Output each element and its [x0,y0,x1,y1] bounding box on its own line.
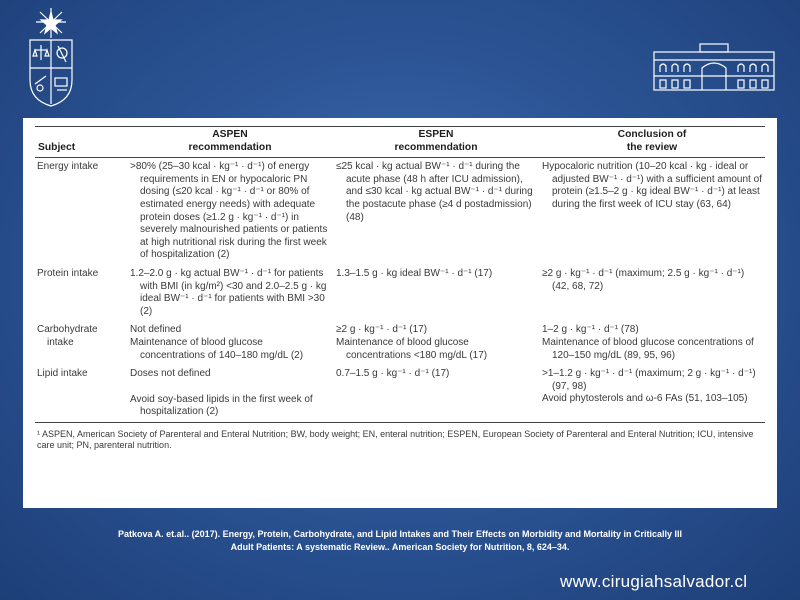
energy-espen-text: ≤25 kcal · kg actual BW⁻¹ · d⁻¹ during the acute phase (48 h after ICU admission), and ≤30 kcal · kg actual BW⁻¹ · d⁻¹ during the postacute phase (≥4 d postadmission) (48) [336,161,533,223]
protein-espen [333,265,539,321]
lipid-subject: Lipid intake [37,368,88,380]
lipid-aspen-b: Avoid soy-based lipids in the first week of hospitalization (2) [130,393,313,418]
energy-aspen [127,158,333,265]
protein-conclusion [539,265,765,321]
header-espen-line2: recommendation [394,141,478,153]
table-footnote: ¹ ASPEN, American Society of Parenteral and Enteral Nutrition; BW, body weight; EN, enteral nutrition; ESPEN, European Society of Parenteral and Enteral Nutrition; ICU, intensive care unit; PN, parenteral nutrition. [37,428,754,450]
carbohydrate-conclusion-a: 1–2 g · kg⁻¹ · d⁻¹ (78) [542,324,639,336]
table-row-carbohydrate [35,321,765,365]
table-row-lipid [35,365,765,422]
carbohydrate-aspen-b: Maintenance of blood glucose concentrations of 140–180 mg/dL (2) [130,336,304,361]
header-espen-line1: ESPEN [418,129,454,140]
energy-espen [333,158,539,265]
protein-aspen [127,265,333,321]
carbohydrate-subject [35,321,127,365]
header-aspen [127,127,333,158]
energy-conclusion-text: Hypocaloric nutrition (10–20 kcal · kg · ideal or adjusted BW⁻¹ · d⁻¹) with a sufficient amount of protein (≥1.5–2 g · kg ideal BW⁻¹ · d⁻¹) at least during the first week of ICU stay (63, 64) [542,161,762,210]
citation-line1: Patkova A. et.al.. (2017). Energy, Protein, Carbohydrate, and Lipid Intakes and Their Effects on Morbidity and Mortality in Critically Ill [117,529,683,539]
energy-aspen-text: >80% (25–30 kcal · kg⁻¹ · d⁻¹) of energy requirements in EN or hypocaloric PN dosing (≤20 kcal · kg⁻¹ · d⁻¹ or 80% of estimated energy needs) with adequate protein doses (≥1.2 g · kg⁻¹ · d⁻¹) in severely malnourished patients or patients at high nutritional risk during the first week of hospitalization (2) [130,161,328,261]
lipid-aspen [127,365,333,422]
citation-caption [70,528,730,554]
lipid-conclusion-a: >1–1.2 g · kg⁻¹ · d⁻¹ (maximum; 2 g · kg⁻¹ · d⁻¹) (97, 98) [542,368,756,392]
carbohydrate-conclusion [539,321,765,365]
header-conclusion-line2: the review [626,141,678,153]
lipid-conclusion [539,365,765,422]
lipid-espen [333,365,539,422]
hospital-building-icon [652,42,776,92]
header-conclusion-line1: Conclusion of [617,129,687,140]
header-conclusion [539,127,765,158]
energy-subject: Energy intake [37,161,99,173]
table-row-energy [35,158,765,265]
website-url: www.cirugiahsalvador.cl [560,572,748,591]
lipid-aspen-a: Doses not defined [130,368,211,380]
carbohydrate-espen-a: ≥2 g · kg⁻¹ · d⁻¹ (17) [336,324,428,336]
energy-conclusion [539,158,765,265]
table-row-protein [35,265,765,321]
carbohydrate-aspen-a: Not defined [130,324,182,336]
protein-espen-text: 1.3–1.5 g · kg ideal BW⁻¹ · d⁻¹ (17) [336,267,493,279]
table-header-row [35,127,765,158]
carbohydrate-espen [333,321,539,365]
protein-conclusion-text: ≥2 g · kg⁻¹ · d⁻¹ (maximum; 2.5 g · kg⁻¹ · d⁻¹) (42, 68, 72) [542,267,745,292]
carbohydrate-subject-text: Carbohydrate intake [37,324,98,348]
nutrition-table-card [23,118,777,508]
university-crest-icon [22,8,80,108]
header-espen [333,127,539,158]
carbohydrate-aspen [127,321,333,365]
lipid-conclusion-b: Avoid phytosterols and ω-6 FAs (51, 103–105) [542,393,748,405]
citation-line2: Adult Patients: A systematic Review.. American Society for Nutrition, 8, 624–34. [230,542,570,552]
protein-subject: Protein intake [37,267,99,279]
carbohydrate-conclusion-b: Maintenance of blood glucose concentrations of 120–150 mg/dL (89, 95, 96) [542,336,754,361]
protein-aspen-text: 1.2–2.0 g · kg actual BW⁻¹ · d⁻¹ for patients with BMI (in kg/m²) <30 and 2.0–2.5 g · kg ideal BW⁻¹ · d⁻¹ for patients with BMI >30 (2) [130,267,327,317]
header-aspen-line2: recommendation [188,141,272,153]
header-aspen-line1: ASPEN [212,129,248,140]
header-subject: Subject [38,141,76,153]
carbohydrate-espen-b: Maintenance of blood glucose concentrations <180 mg/dL (17) [336,336,488,361]
nutrition-recommendations-table [35,126,765,423]
lipid-espen-a: 0.7–1.5 g · kg⁻¹ · d⁻¹ (17) [336,368,450,380]
